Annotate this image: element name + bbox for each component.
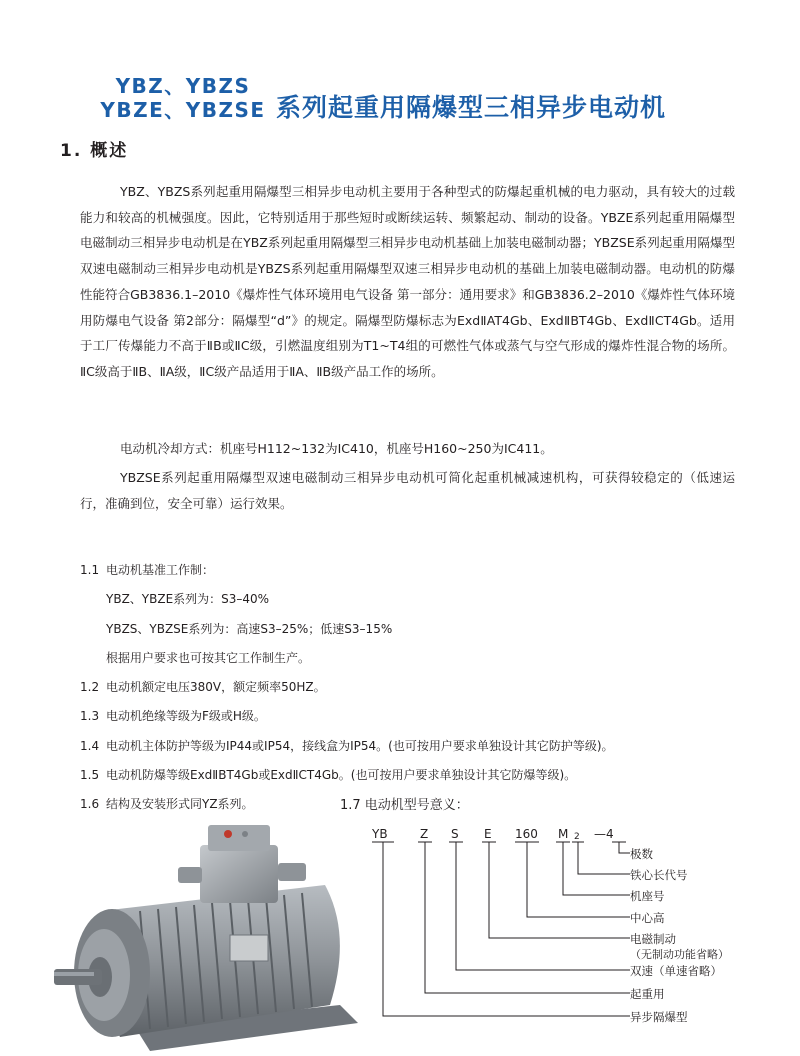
meaning-core-length: 铁心长代号	[630, 868, 688, 882]
spec-text: 电动机防爆等级ExdⅡBT4Gb或ExdⅡCT4Gb。(也可按用户要求单独设计其它防爆等级)。	[106, 768, 577, 783]
section-number: 1	[60, 141, 74, 161]
model-names-line-2: YBZE、YBZSE	[100, 98, 266, 122]
terminal-box	[200, 845, 278, 903]
section-dot: .	[73, 141, 91, 161]
spec-number: 1.1	[80, 563, 100, 577]
spec-subline: YBZ、YBZE系列为：S3–40%	[106, 592, 270, 607]
section-heading	[60, 136, 128, 161]
page-title: 系列起重用隔爆型三相异步电动机	[276, 93, 667, 122]
spec-item-voltage	[80, 673, 760, 702]
spec-number: 1.6	[80, 797, 100, 812]
spec-number: 1.2	[80, 680, 100, 695]
meaning-poles: 极数	[630, 847, 653, 861]
spec-item-duty	[80, 556, 760, 585]
two-speed-paragraph: YBZSE系列起重用隔爆型双速电磁制动三相异步电动机可简化起重机械减速机构，可获得较稳定的（低速运行，准确到位，安全可靠）运行效果。	[80, 470, 735, 511]
code-part-s: S	[451, 827, 459, 841]
code-part-m: M	[558, 827, 569, 841]
meaning-center-height: 中心高	[630, 911, 665, 925]
cable-gland	[278, 863, 306, 881]
meaning-brake-note: （无制动功能省略）	[630, 948, 729, 961]
spec-number: 1.3	[80, 709, 100, 724]
shaft-highlight	[54, 972, 94, 976]
section-title: 概述	[90, 141, 129, 161]
model-code-leader-lines	[340, 794, 780, 1056]
code-part-core: 2	[574, 832, 580, 842]
spec-text: 电动机主体防护等级为IP44或IP54，接线盒为IP54。(也可按用户要求单独设计其它防护等级)。	[106, 738, 614, 753]
code-part-poles: —4	[594, 827, 614, 841]
terminal-box-bolt	[242, 831, 248, 837]
meaning-two-speed: 双速（单速省略）	[630, 964, 722, 978]
model-names	[98, 74, 268, 122]
terminal-box-cover	[208, 825, 270, 851]
meaning-frame: 机座号	[630, 889, 665, 903]
nameplate	[230, 935, 268, 961]
cable-gland	[178, 867, 202, 883]
spec-text: 电动机绝缘等级为F级或H级。	[106, 709, 266, 724]
meaning-crane: 起重用	[630, 987, 665, 1001]
spec-number: 1.4	[80, 738, 100, 753]
spec-subline: 根据用户要求也可按其它工作制生产。	[106, 650, 311, 665]
motor-shaft	[54, 969, 102, 985]
spec-text: 电动机额定电压380V，额定频率50HZ。	[106, 680, 326, 695]
code-part-z: Z	[420, 827, 429, 841]
model-names-line-1: YBZ、YBZS	[115, 74, 251, 98]
spec-item-insulation	[80, 702, 760, 731]
code-part-frame: 160	[515, 827, 538, 841]
spec-item-protection	[80, 732, 760, 761]
cooling-paragraph: 电动机冷却方式：机座号H112~132为IC410，机座号H160~250为IC411。	[120, 441, 553, 456]
terminal-box-marker	[224, 830, 232, 838]
model-code-diagram	[340, 794, 780, 1056]
spec-text: 结构及安装形式同YZ系列。	[106, 797, 254, 812]
model-code-heading: 1.7 电动机型号意义：	[340, 798, 469, 813]
code-part-yb: YB	[372, 827, 388, 841]
code-part-e: E	[484, 827, 492, 841]
overview-paragraph: YBZ、YBZS系列起重用隔爆型三相异步电动机主要用于各种型式的防爆起重机械的电力驱动，具有较大的过载能力和较高的机械强度。因此，它特别适用于那些短时或断续运转、频繁起动、制动的设备。YBZE系列起重用隔爆型电磁制动三相异步电动机是在YBZ系列起重用隔爆型三相异步电动机基础上加装电磁制动器；YBZSE系列起重用隔爆型双速电磁制动三相异步电动机是YBZS系列起重用隔爆型双速三相异步电动机的基础上加装电磁制动器。电动机的防爆性能符合GB3836.1–2010《爆炸性气体环境用电气设备 第一部分：通用要求》和GB3836.2–2010《爆炸性气体环境用防爆电气设备 第2部分：隔爆型“d”》的规定。隔爆型防爆标志为ExdⅡAT4Gb、ExdⅡBT4Gb、ExdⅡCT4Gb。适用于工厂传爆能力不高于ⅡB或ⅡC级，引燃温度组别为T1~T4组的可燃性气体或蒸气与空气形成的爆炸性混合物的场所。ⅡC级高于ⅡB、ⅡA级，ⅡC级产品适用于ⅡA、ⅡB级产品工作的场所。	[80, 184, 735, 379]
spec-list	[80, 556, 760, 820]
spec-number: 1.5	[80, 768, 100, 783]
spec-item-explosion	[80, 761, 760, 790]
meaning-explosion-proof: 异步隔爆型	[630, 1010, 688, 1024]
spec-text: 电动机基准工作制：	[106, 563, 215, 577]
spec-subline: YBZS、YBZSE系列为：高速S3–25%；低速S3–15%	[106, 621, 393, 636]
motor-photo	[40, 815, 370, 1056]
meaning-brake: 电磁制动	[630, 932, 676, 946]
